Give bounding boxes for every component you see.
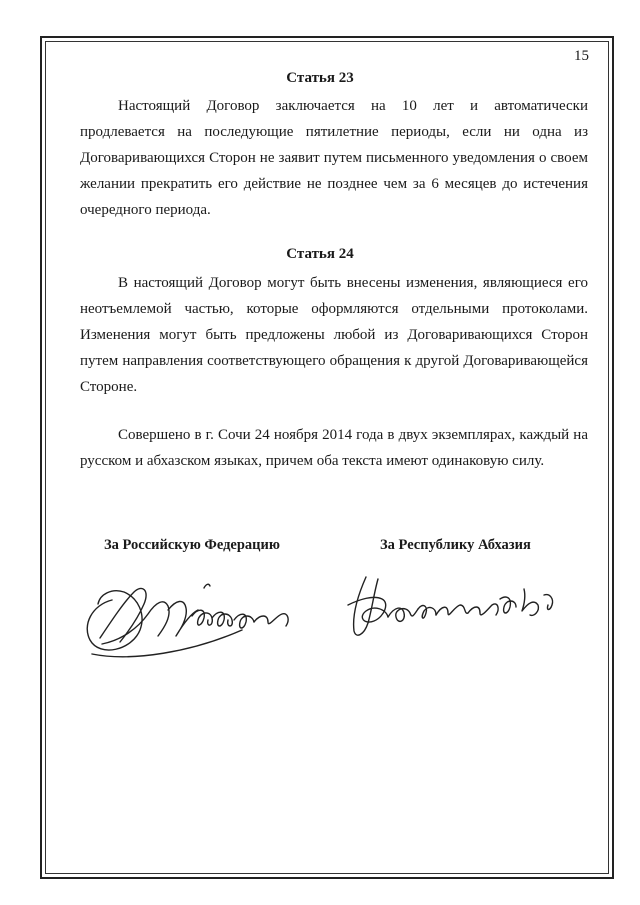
article-23-text: Настоящий Договор заключается на 10 лет и автоматически продлевается на последующие пятилетние периоды, если ни одна из Договаривающихся Сторон не заявит путем письменного уведомления о своем желании прекратить его действие не позднее чем за 6 месяцев до истечения очередного периода.: [80, 98, 588, 218]
russia-signature: [72, 570, 322, 670]
abkhazia-signature-label: За Республику Абхазия: [380, 537, 531, 553]
abkhazia-signature: [340, 565, 570, 645]
closing-paragraph: Совершено в г. Сочи 24 ноября 2014 года в двух экземплярах, каждый на русском и абхазском языках, причем оба текста имеют одинаковую силу.: [80, 427, 588, 469]
article-24-heading: Статья 24: [286, 246, 354, 262]
article-24-text: В настоящий Договор могут быть внесены изменения, являющиеся его неотъемлемой частью, которые оформляются отдельными протоколами. Изменения могут быть предложены любой из Договаривающихся Сторон путем направления соответствующего обращения к другой Договаривающейся Стороне.: [80, 275, 588, 395]
article-23-heading: Статья 23: [286, 70, 354, 86]
russia-signature-label: За Российскую Федерацию: [104, 537, 280, 553]
page-number: 15: [574, 48, 589, 64]
